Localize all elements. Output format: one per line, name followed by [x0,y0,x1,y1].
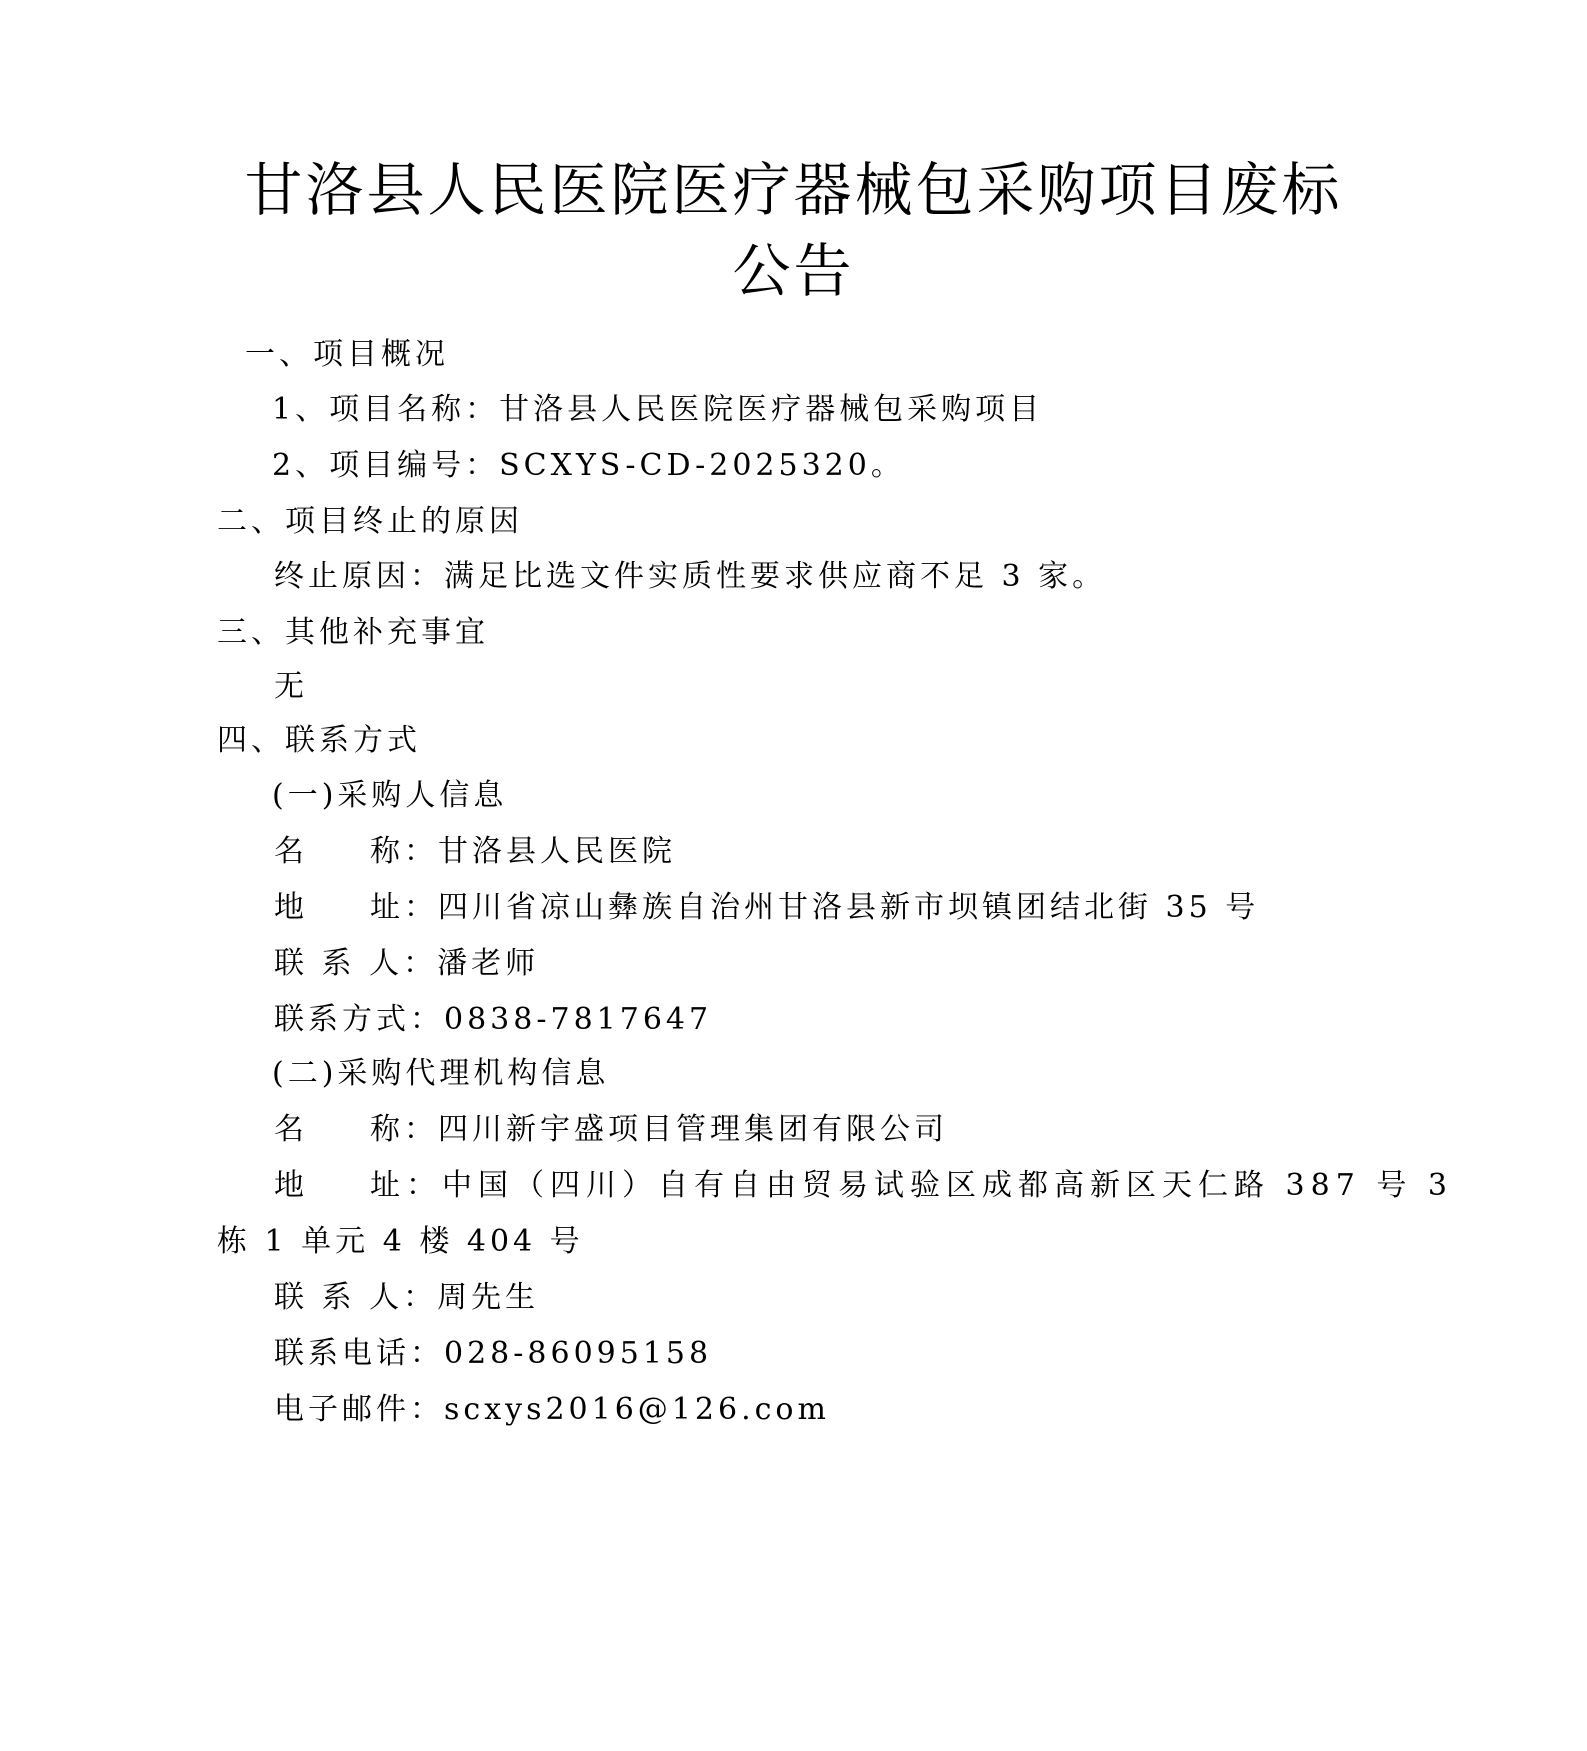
agency-email-row [274,1390,830,1430]
document-title-line1: 甘洛县人民医院医疗器械包采购项目废标 [244,156,1343,224]
purchaser-address-row [274,888,1259,928]
agency-phone-value: 028-86095158 [444,1336,713,1371]
purchaser-phone-value: 0838-7817647 [444,1002,713,1037]
agency-email-label: 电子邮件： [274,1392,444,1427]
agency-email-value: scxys2016@126.com [444,1392,830,1427]
agency-contact-value: 周先生 [437,1280,540,1315]
section-heading-project-overview: 一、项目概况 [245,337,449,372]
agency-address-label-a: 地 [274,1168,310,1203]
agency-address-value-line1: 中国（四川）自有自由贸易试验区成都高新区天仁路 387 号 3 [442,1168,1453,1203]
agency-name-label-a: 名 [274,1112,308,1147]
purchaser-address-label-b: 址： [370,890,438,925]
purchaser-contact-row [274,944,539,984]
section-heading-other-matters: 三、其他补充事宜 [217,615,489,650]
section-heading-termination-reason: 二、项目终止的原因 [217,504,523,539]
agency-phone-label: 联系电话： [274,1336,444,1371]
agency-name-label-b: 称： [370,1112,438,1147]
project-number-line: 2、项目编号：SCXYS-CD-2025320。 [272,448,905,483]
project-name-line: 1、项目名称：甘洛县人民医院医疗器械包采购项目 [272,392,1044,427]
agency-contact-label: 联 系 人： [274,1280,438,1315]
agency-contact-row [274,1278,539,1318]
purchaser-address-label-a: 地 [274,890,308,925]
purchaser-info-heading: (一)采购人信息 [272,778,508,813]
purchaser-name-label-a: 名 [274,834,308,869]
purchaser-name-label-b: 称： [370,834,438,869]
purchaser-contact-label: 联 系 人： [274,946,438,981]
agency-name-value: 四川新宇盛项目管理集团有限公司 [438,1112,948,1147]
purchaser-phone-row [274,1000,712,1040]
agency-info-heading: (二)采购代理机构信息 [272,1056,610,1091]
other-matters-text: 无 [274,669,308,704]
agency-address-continuation: 栋 1 单元 4 楼 404 号 [217,1224,584,1259]
purchaser-name-value: 甘洛县人民医院 [438,834,676,869]
purchaser-address-value: 四川省凉山彝族自治州甘洛县新市坝镇团结北街 35 号 [438,890,1260,925]
agency-name-row [274,1110,948,1150]
purchaser-contact-value: 潘老师 [437,946,540,981]
purchaser-name-row [274,832,676,872]
document-title-line2: 公告 [732,237,855,305]
section-heading-contact-info: 四、联系方式 [217,723,421,758]
termination-reason-text: 终止原因：满足比选文件实质性要求供应商不足 3 家。 [274,559,1107,594]
agency-phone-row [274,1334,712,1374]
purchaser-phone-label: 联系方式： [274,1002,444,1037]
agency-address-label-b: 址： [370,1168,442,1203]
agency-address-row [274,1166,1453,1206]
